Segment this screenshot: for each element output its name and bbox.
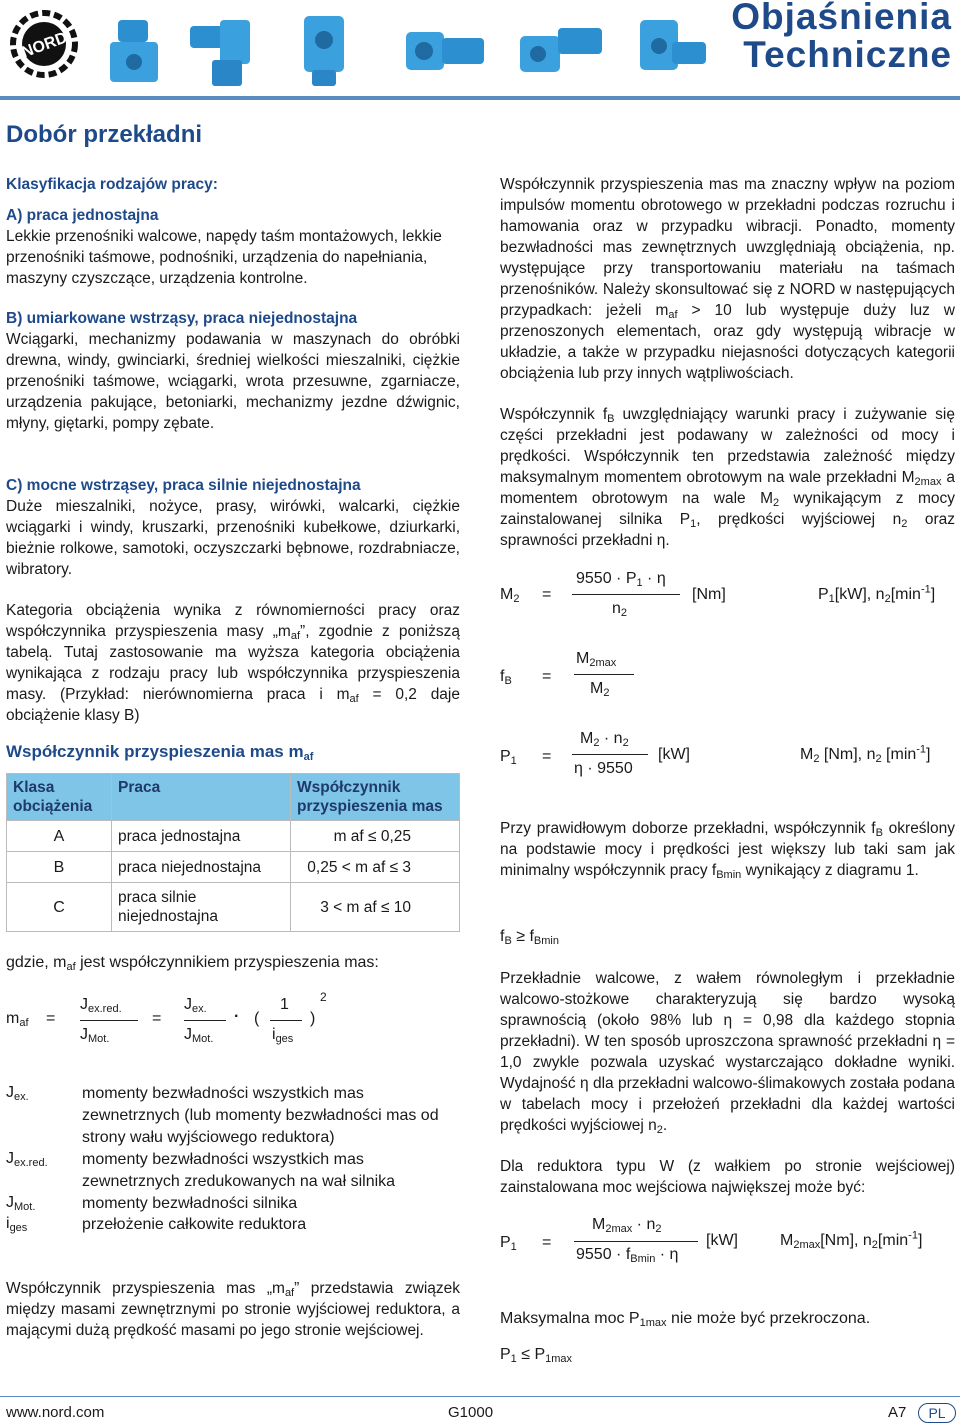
fraction-line [80, 1020, 138, 1021]
footer-divider [0, 1396, 960, 1397]
formula-numerator: $9550 \cdot P_1 \cdot \eta$ [576, 570, 666, 589]
formula-equals: = [152, 1010, 162, 1027]
formula-numerator: $M_{2max}$ [576, 650, 617, 669]
class-a-text: Lekkie przenośniki walcowe, napędy taśm montażowych, lekkie przenośniki taśmowe, podnośniki, urządzenia do napełniania, maszyny czyszczące, urządzenia kontrolne. [6, 228, 442, 287]
table-row [7, 821, 460, 852]
class-c-heading: C) mocne wstrząsey, praca silnie niejednostajna [6, 477, 361, 494]
formula-numerator: $M_2 \cdot n_2$ [580, 730, 629, 749]
formula-fb-symbol: $f_B$ [500, 668, 512, 687]
formula-equals: = [46, 1010, 56, 1027]
gearbox-image-6 [632, 12, 712, 90]
def-text-jex: momenty bezwładności wszystkich mas zewnetrznych (lub momenty bezwładności mas od strony wału wyjściowego reduktora) [82, 1085, 439, 1146]
table-cell-range: 3 < m af ≤ 10 [291, 883, 460, 932]
table-row [7, 852, 460, 883]
fb-paragraph: Współczynnik $f_B$ uwzględniający warunki pracy i zużywanie się części przekładni jest podawany w zależności od mocy i prędkości. Współczynnik ten przedstawia zależność między maksymalnym momentem obrotowym na wale przekładni $M_{2max}$ a momentem obrotowym na wale $M_2$ wynikającym z mocy zainstalowanej silnika $P_1$, prędkości wyjściowej $n_2$ oraz sprawności przekładni η. [500, 406, 955, 549]
table-cell-work: praca jednostajna [112, 821, 291, 852]
formula-unit-note: $P_1[kW]$, $n_2[\min^{-1}]$ [818, 583, 936, 605]
table-cell-work: praca silnie niejednostajna [112, 883, 291, 932]
def-symbol-jmot: $J_{Mot.}$ [6, 1194, 36, 1213]
fraction-line [184, 1020, 226, 1021]
fraction-line [574, 674, 634, 675]
fb-formula [500, 644, 800, 704]
language-badge: PL [918, 1403, 956, 1423]
classification-heading: Klasyfikacja rodzajów pracy: [6, 176, 218, 193]
intro-paragraph: Współczynnik przyspieszenia mas ma znaczny wpływ na poziom impulsów momentu obrotowego w przekładni podczas rozruchu i hamowania oraz w przypadku wibracji. Ponadto, momenty bezwładności mas zewnętrznych uwzględniają obciążenia, np. występujące przy transportowaniu materiału na taśmach przenośników. Należy skonsultować się z NORD w następujących przypadkach: jeżeli $m_{af} > 10$ lub występuje duży luz w przenoszonych elementach, oraz gdy występują wibracje w układzie, a także w przypadku niejasności dotyczących kategorii obciążenia lub przy innych wątpliwościach. [500, 176, 955, 382]
fraction-line [572, 754, 648, 755]
w-reducer-paragraph: Dla reduktora typu W (z wałkiem po stronie wejściowej) zainstalowana moc wejściowa największej może być: [500, 1158, 955, 1196]
table-row [7, 883, 460, 932]
formula-bracket: ) [310, 1010, 316, 1027]
formula-denominator: $J_{Mot.}$ [80, 1026, 110, 1045]
formula-denominator: $n_2$ [612, 600, 628, 619]
footer-url[interactable]: www.nord.com [6, 1404, 105, 1421]
formula-unit: [Nm] [692, 586, 726, 603]
table-cell-class: A [7, 821, 112, 852]
formula-dot: · [234, 1008, 240, 1025]
formula-m2-symbol: $M_2$ [500, 586, 520, 605]
formula-unit: [kW] [706, 1232, 738, 1249]
def-symbol-jexred: $J_{ex.red.}$ [6, 1150, 48, 1169]
p1-max-condition: $P_1 \le P_{1max}$ [500, 1346, 573, 1365]
gearbox-image-1 [100, 12, 170, 90]
page-title-line-1: Objaśnienia [731, 0, 952, 37]
footer-page-number: A7 [888, 1404, 907, 1421]
formula-numerator: $M_{2max} \cdot n_2$ [592, 1216, 662, 1235]
formula-denominator: $i_{ges}$ [272, 1026, 294, 1045]
def-text-jexred: momenty bezwładności wszystkich mas zewnetrznych zredukowanych na wał silnika [82, 1151, 396, 1190]
mas-heading: Współczynnik przyspieszenia mas $m_{af}$ [6, 742, 314, 763]
fb-condition: $f_B \ge f_{Bmin}$ [500, 928, 559, 947]
def-symbol-jex: $J_{ex.}$ [6, 1084, 29, 1103]
proper-selection-paragraph: Przy prawidłowym doborze przekładni, współczynnik $f_B$ określony na podstawie mocy i prędkości jest większy lub taki sam jak minimalny współczynnik pracy $f_{Bmin}$ wynikający z diagramu 1. [500, 820, 955, 881]
table-header-work: Praca [112, 774, 291, 821]
gearbox-image-5 [514, 12, 609, 90]
table-header-factor: Współczynnik przyspieszenia mas [291, 774, 460, 821]
class-c-text: Duże mieszalniki, nożyce, prasy, wirówki, walcarki, ciężkie wciągarki i windy, kruszarki, przenośniki kubełkowe, dziurkarki, bieżnie rolkowe, samotoki, oczyszczarki bębnowe, rozdrabniacze, wibratory. [6, 498, 460, 578]
formula-unit: [kW] [658, 746, 690, 763]
fraction-line [574, 1241, 698, 1242]
nord-logo [8, 8, 80, 80]
formula-bracket: ( [254, 1010, 260, 1027]
header-divider [0, 96, 960, 100]
formula-unit-note: $M_2$ [Nm], $n_2$ $[\min^{-1}]$ [800, 743, 931, 765]
where-text: gdzie, $m_{af}$ jest współczynnikiem przyspieszenia mas: [6, 954, 379, 973]
gearbox-image-3 [294, 12, 354, 90]
table-cell-range: m af ≤ 0,25 [291, 821, 460, 852]
formula-numerator: $J_{ex.}$ [184, 996, 207, 1015]
m2-formula [500, 566, 958, 626]
class-a-heading: A) praca jednostajna [6, 207, 159, 224]
formula-p1-symbol: $P_1$ [500, 748, 517, 767]
table-cell-class: B [7, 852, 112, 883]
formula-denominator: $M_2$ [590, 680, 610, 699]
fraction-line [270, 1020, 302, 1021]
formula-unit-note: $M_{2max}[Nm]$, $n_2[\min^{-1}]$ [780, 1229, 923, 1251]
formula-numerator: $J_{ex.red.}$ [80, 996, 122, 1015]
def-text-iges: przełożenie całkowite reduktora [82, 1216, 307, 1233]
gearbox-image-2 [182, 12, 257, 90]
p1-w-formula [500, 1214, 958, 1274]
class-b-heading: B) umiarkowane wstrząsy, praca niejednostajna [6, 310, 358, 327]
svg-text:NORD: NORD [19, 29, 70, 62]
gearbox-image-4 [398, 12, 493, 90]
formula-equals: = [542, 586, 552, 603]
p1-formula [500, 726, 958, 786]
formula-denominator: η · 9550 [574, 760, 633, 777]
closing-paragraph: Współczynnik przyspieszenia mas $„m_{af}$” przedstawia związek między masami zewnętrznymi po stronie wyjściowej reduktora, a mającymi dużą prędkość masami po jego stronie wejściowej. [6, 1280, 460, 1339]
table-header-class: Klasa obciążenia [7, 774, 112, 821]
category-paragraph: Kategoria obciążenia wynika z równomierności pracy oraz współczynnika przyspieszenia masy $„m_{af}$”, zgodnie z poniższą tabelą. Tutaj zastosowanie ma wyższa kategoria obciążenia wynikająca z rodzaju pracy lub współczynnika przyspieszenia masy. (Przykład: nierównomierna praca i $m_{af} = 0,2$ daje obciążenie klasy B) [6, 602, 460, 724]
table-cell-range: 0,25 < m af ≤ 3 [291, 852, 460, 883]
formula-p1-symbol: $P_1$ [500, 1234, 517, 1253]
formula-exponent: 2 [320, 990, 327, 1004]
fraction-line [572, 594, 680, 595]
formula-numerator: 1 [280, 996, 289, 1013]
footer-catalog: G1000 [448, 1404, 494, 1421]
max-power-text: Maksymalna moc $P_{1max}$ nie może być przekroczona. [500, 1310, 871, 1329]
section-title: Dobór przekładni [6, 121, 203, 148]
page-title-line-2: Techniczne [743, 34, 952, 75]
class-b-text: Wciągarki, mechanizmy podawania w maszynach do obróbki drewna, windy, gwinciarki, średniej wielkości mieszalniki, ciężkie przenośniki taśmowe, wciągarki, wrota przesuwne, zgarniacze, urządzenia pakujące, betoniarki, mechanizmy jezdne dźwignic, młyny, giętarki, pompy zębate. [6, 331, 460, 432]
m-af-formula [0, 990, 460, 1060]
formula-equals: = [542, 748, 552, 765]
gear-efficiency-paragraph: Przekładnie walcowe, z wałem równoległym i przekładnie walcowo-stożkowe charakteryzują się bardzo wysoką sprawnością (około 98% lub η = 0,98 dla każdego stopnia przekładni). W ten sposób uproszczona sprawność przekładni η = 1,0 zwykle pozwala uzyskać wystarczająco dokładne wyniki. Wydajność η dla przekładni walcowo-ślimakowych została podana w tabelach mocy i przełożeń przekładni dla każdej wartości prędkości wyjściowej $n_2$. [500, 970, 955, 1136]
def-symbol-iges: $i_{ges}$ [6, 1215, 28, 1234]
formula-maf-symbol: $m_{af}$ [6, 1010, 29, 1029]
formula-equals: = [542, 668, 552, 685]
formula-denominator: $J_{Mot.}$ [184, 1026, 214, 1045]
table-cell-class: C [7, 883, 112, 932]
def-text-jmot: momenty bezwładności silnika [82, 1195, 298, 1212]
formula-denominator: $9550 \cdot f_{Bmin} \cdot \eta$ [576, 1246, 679, 1265]
load-class-table [6, 773, 460, 932]
table-cell-work: praca niejednostajna [112, 852, 291, 883]
formula-equals: = [542, 1234, 552, 1251]
